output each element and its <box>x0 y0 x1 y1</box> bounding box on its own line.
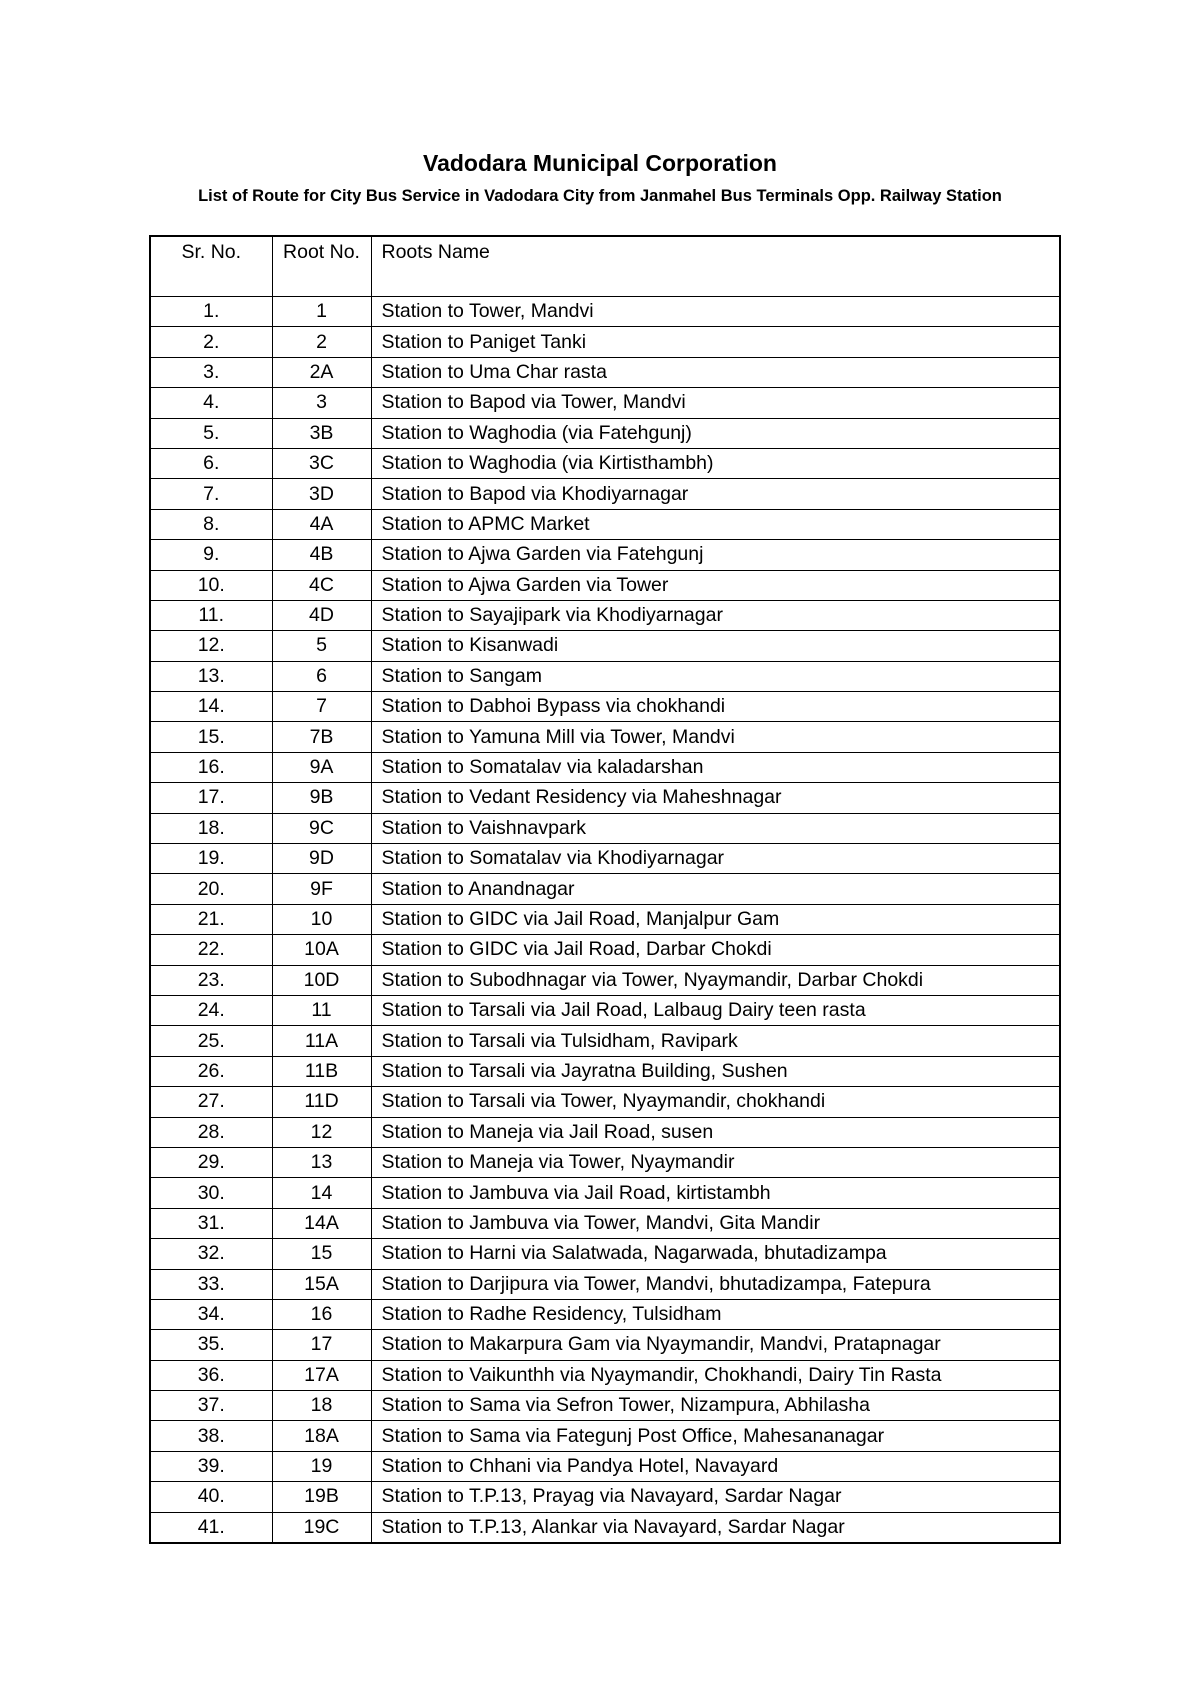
sr-no-cell: 5. <box>150 418 272 448</box>
table-row <box>150 965 1060 995</box>
table-row <box>150 1178 1060 1208</box>
root-no-cell: 3D <box>272 479 371 509</box>
table-row <box>150 1482 1060 1512</box>
route-name-cell: Station to Vaikunthh via Nyaymandir, Chokhandi, Dairy Tin Rasta <box>371 1360 1060 1390</box>
sr-no-cell: 17. <box>150 783 272 813</box>
table-row <box>150 813 1060 843</box>
root-no-cell: 6 <box>272 661 371 691</box>
table-row <box>150 1239 1060 1269</box>
route-name-cell: Station to Bapod via Tower, Mandvi <box>371 388 1060 418</box>
route-name-cell: Station to Tarsali via Jayratna Building, Sushen <box>371 1056 1060 1086</box>
root-no-cell: 9F <box>272 874 371 904</box>
sr-no-cell: 35. <box>150 1330 272 1360</box>
root-no-cell: 3 <box>272 388 371 418</box>
table-header-row <box>150 236 1060 297</box>
route-name-cell: Station to Ajwa Garden via Fatehgunj <box>371 540 1060 570</box>
root-no-cell: 12 <box>272 1117 371 1147</box>
table-row <box>150 722 1060 752</box>
route-name-cell: Station to Yamuna Mill via Tower, Mandvi <box>371 722 1060 752</box>
sr-no-cell: 11. <box>150 600 272 630</box>
route-name-cell: Station to Dabhoi Bypass via chokhandi <box>371 692 1060 722</box>
sr-no-cell: 31. <box>150 1208 272 1238</box>
table-row <box>150 1026 1060 1056</box>
table-row <box>150 1421 1060 1451</box>
route-name-cell: Station to Tarsali via Tower, Nyaymandir, chokhandi <box>371 1087 1060 1117</box>
document-subtitle: List of Route for City Bus Service in Vadodara City from Janmahel Bus Terminals Opp. Railway Station <box>198 187 1002 205</box>
sr-no-cell: 34. <box>150 1299 272 1329</box>
root-no-cell: 14A <box>272 1208 371 1238</box>
route-name-cell: Station to APMC Market <box>371 509 1060 539</box>
sr-no-cell: 13. <box>150 661 272 691</box>
sr-no-cell: 39. <box>150 1451 272 1481</box>
root-no-cell: 19C <box>272 1512 371 1543</box>
table-row <box>150 631 1060 661</box>
route-name-cell: Station to Jambuva via Jail Road, kirtistambh <box>371 1178 1060 1208</box>
table-row <box>150 783 1060 813</box>
sr-no-cell: 30. <box>150 1178 272 1208</box>
sr-no-cell: 8. <box>150 509 272 539</box>
header-roots-name: Roots Name <box>371 236 1060 297</box>
sr-no-cell: 33. <box>150 1269 272 1299</box>
root-no-cell: 15A <box>272 1269 371 1299</box>
sr-no-cell: 2. <box>150 327 272 357</box>
sr-no-cell: 37. <box>150 1391 272 1421</box>
root-no-cell: 15 <box>272 1239 371 1269</box>
table-row <box>150 1330 1060 1360</box>
root-no-cell: 11D <box>272 1087 371 1117</box>
sr-no-cell: 28. <box>150 1117 272 1147</box>
root-no-cell: 4B <box>272 540 371 570</box>
route-name-cell: Station to T.P.13, Prayag via Navayard, Sardar Nagar <box>371 1482 1060 1512</box>
root-no-cell: 4C <box>272 570 371 600</box>
sr-no-cell: 9. <box>150 540 272 570</box>
sr-no-cell: 14. <box>150 692 272 722</box>
sr-no-cell: 27. <box>150 1087 272 1117</box>
route-name-cell: Station to Chhani via Pandya Hotel, Navayard <box>371 1451 1060 1481</box>
sr-no-cell: 12. <box>150 631 272 661</box>
table-row <box>150 874 1060 904</box>
route-name-cell: Station to Ajwa Garden via Tower <box>371 570 1060 600</box>
route-name-cell: Station to Vedant Residency via Maheshnagar <box>371 783 1060 813</box>
route-name-cell: Station to Subodhnagar via Tower, Nyaymandir, Darbar Chokdi <box>371 965 1060 995</box>
root-no-cell: 14 <box>272 1178 371 1208</box>
sr-no-cell: 32. <box>150 1239 272 1269</box>
table-row <box>150 1360 1060 1390</box>
table-row <box>150 1451 1060 1481</box>
sr-no-cell: 15. <box>150 722 272 752</box>
root-no-cell: 18 <box>272 1391 371 1421</box>
route-name-cell: Station to Tower, Mandvi <box>371 297 1060 327</box>
root-no-cell: 18A <box>272 1421 371 1451</box>
route-name-cell: Station to Radhe Residency, Tulsidham <box>371 1299 1060 1329</box>
sr-no-cell: 18. <box>150 813 272 843</box>
root-no-cell: 17 <box>272 1330 371 1360</box>
route-name-cell: Station to Tarsali via Jail Road, Lalbaug Dairy teen rasta <box>371 995 1060 1025</box>
sr-no-cell: 26. <box>150 1056 272 1086</box>
route-name-cell: Station to GIDC via Jail Road, Darbar Chokdi <box>371 935 1060 965</box>
route-name-cell: Station to Uma Char rasta <box>371 357 1060 387</box>
route-name-cell: Station to Waghodia (via Fatehgunj) <box>371 418 1060 448</box>
root-no-cell: 3C <box>272 448 371 478</box>
root-no-cell: 13 <box>272 1147 371 1177</box>
table-row <box>150 844 1060 874</box>
sr-no-cell: 36. <box>150 1360 272 1390</box>
table-row <box>150 388 1060 418</box>
table-row <box>150 1299 1060 1329</box>
root-no-cell: 9D <box>272 844 371 874</box>
sr-no-cell: 40. <box>150 1482 272 1512</box>
root-no-cell: 4D <box>272 600 371 630</box>
sr-no-cell: 16. <box>150 752 272 782</box>
route-name-cell: Station to Harni via Salatwada, Nagarwada, bhutadizampa <box>371 1239 1060 1269</box>
root-no-cell: 7 <box>272 692 371 722</box>
root-no-cell: 3B <box>272 418 371 448</box>
sr-no-cell: 7. <box>150 479 272 509</box>
route-name-cell: Station to Somatalav via Khodiyarnagar <box>371 844 1060 874</box>
root-no-cell: 10D <box>272 965 371 995</box>
sr-no-cell: 6. <box>150 448 272 478</box>
table-row <box>150 448 1060 478</box>
sr-no-cell: 41. <box>150 1512 272 1543</box>
routes-table <box>149 235 1061 1544</box>
route-name-cell: Station to Sama via Sefron Tower, Nizampura, Abhilasha <box>371 1391 1060 1421</box>
root-no-cell: 10A <box>272 935 371 965</box>
root-no-cell: 17A <box>272 1360 371 1390</box>
root-no-cell: 4A <box>272 509 371 539</box>
root-no-cell: 10 <box>272 904 371 934</box>
table-row <box>150 479 1060 509</box>
table-row <box>150 1117 1060 1147</box>
route-name-cell: Station to GIDC via Jail Road, Manjalpur Gam <box>371 904 1060 934</box>
route-name-cell: Station to Sayajipark via Khodiyarnagar <box>371 600 1060 630</box>
document-title: Vadodara Municipal Corporation <box>423 150 777 176</box>
table-row <box>150 1512 1060 1543</box>
sr-no-cell: 20. <box>150 874 272 904</box>
sr-no-cell: 1. <box>150 297 272 327</box>
sr-no-cell: 38. <box>150 1421 272 1451</box>
table-row <box>150 297 1060 327</box>
root-no-cell: 16 <box>272 1299 371 1329</box>
sr-no-cell: 23. <box>150 965 272 995</box>
sr-no-cell: 3. <box>150 357 272 387</box>
table-row <box>150 935 1060 965</box>
sr-no-cell: 10. <box>150 570 272 600</box>
root-no-cell: 1 <box>272 297 371 327</box>
header-sr-no: Sr. No. <box>150 236 272 297</box>
sr-no-cell: 21. <box>150 904 272 934</box>
table-row <box>150 1391 1060 1421</box>
route-name-cell: Station to Somatalav via kaladarshan <box>371 752 1060 782</box>
route-name-cell: Station to Sangam <box>371 661 1060 691</box>
table-row <box>150 1087 1060 1117</box>
sr-no-cell: 25. <box>150 1026 272 1056</box>
route-name-cell: Station to Maneja via Tower, Nyaymandir <box>371 1147 1060 1177</box>
route-name-cell: Station to Bapod via Khodiyarnagar <box>371 479 1060 509</box>
route-name-cell: Station to Kisanwadi <box>371 631 1060 661</box>
root-no-cell: 2A <box>272 357 371 387</box>
root-no-cell: 19B <box>272 1482 371 1512</box>
root-no-cell: 11A <box>272 1026 371 1056</box>
header-root-no: Root No. <box>272 236 371 297</box>
table-row <box>150 1147 1060 1177</box>
table-row <box>150 1056 1060 1086</box>
table-row <box>150 1208 1060 1238</box>
route-name-cell: Station to Jambuva via Tower, Mandvi, Gita Mandir <box>371 1208 1060 1238</box>
table-row <box>150 570 1060 600</box>
table-row <box>150 904 1060 934</box>
route-name-cell: Station to T.P.13, Alankar via Navayard, Sardar Nagar <box>371 1512 1060 1543</box>
route-name-cell: Station to Tarsali via Tulsidham, Ravipark <box>371 1026 1060 1056</box>
root-no-cell: 11B <box>272 1056 371 1086</box>
sr-no-cell: 24. <box>150 995 272 1025</box>
table-row <box>150 752 1060 782</box>
route-name-cell: Station to Waghodia (via Kirtisthambh) <box>371 448 1060 478</box>
sr-no-cell: 4. <box>150 388 272 418</box>
route-name-cell: Station to Anandnagar <box>371 874 1060 904</box>
table-row <box>150 418 1060 448</box>
table-row <box>150 661 1060 691</box>
root-no-cell: 7B <box>272 722 371 752</box>
root-no-cell: 2 <box>272 327 371 357</box>
table-row <box>150 600 1060 630</box>
route-name-cell: Station to Paniget Tanki <box>371 327 1060 357</box>
table-row <box>150 995 1060 1025</box>
table-row <box>150 509 1060 539</box>
sr-no-cell: 22. <box>150 935 272 965</box>
root-no-cell: 9C <box>272 813 371 843</box>
root-no-cell: 5 <box>272 631 371 661</box>
routes-table-body <box>150 297 1060 1544</box>
root-no-cell: 9B <box>272 783 371 813</box>
sr-no-cell: 19. <box>150 844 272 874</box>
table-row <box>150 540 1060 570</box>
route-name-cell: Station to Makarpura Gam via Nyaymandir, Mandvi, Pratapnagar <box>371 1330 1060 1360</box>
route-name-cell: Station to Vaishnavpark <box>371 813 1060 843</box>
route-name-cell: Station to Sama via Fategunj Post Office, Mahesananagar <box>371 1421 1060 1451</box>
root-no-cell: 11 <box>272 995 371 1025</box>
route-name-cell: Station to Maneja via Jail Road, susen <box>371 1117 1060 1147</box>
sr-no-cell: 29. <box>150 1147 272 1177</box>
root-no-cell: 9A <box>272 752 371 782</box>
table-row <box>150 692 1060 722</box>
table-row <box>150 1269 1060 1299</box>
table-row <box>150 327 1060 357</box>
root-no-cell: 19 <box>272 1451 371 1481</box>
route-name-cell: Station to Darjipura via Tower, Mandvi, bhutadizampa, Fatepura <box>371 1269 1060 1299</box>
table-row <box>150 357 1060 387</box>
